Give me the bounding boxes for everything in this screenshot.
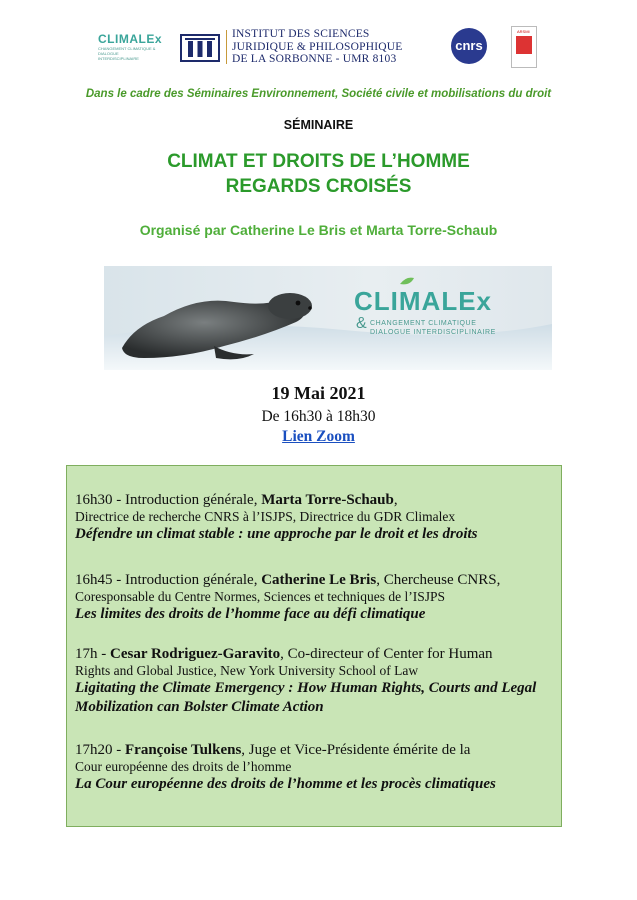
program-speaker: Catherine Le Bris — [261, 572, 377, 588]
program-speaker: Cesar Rodriguez-Garavito — [110, 646, 281, 662]
climalex-logo — [98, 32, 160, 66]
isjps-logo — [180, 28, 430, 68]
program-item-head — [75, 646, 561, 663]
page-title-line-2: REGARDS CROISÉS — [225, 176, 412, 197]
event-time: De 16h30 à 18h30 — [261, 408, 376, 425]
program-time: 17h — [75, 646, 98, 662]
isjps-line-1: INSTITUT DES SCIENCES — [232, 28, 370, 40]
seminar-series-context: Dans le cadre des Séminaires Environnement, Société civile et mobilisations du droit — [85, 88, 552, 100]
program-item-head — [75, 492, 561, 509]
program-item — [75, 646, 561, 717]
banner-ampersand: & — [356, 315, 367, 332]
program-time: 16h30 — [75, 492, 113, 508]
program-item — [75, 492, 561, 544]
program-time: 16h45 — [75, 572, 113, 588]
program-talk: Les limites des droits de l’homme face au défi climatique — [75, 606, 426, 622]
program-after: , Juge et Vice-Présidente émérite de la — [241, 742, 471, 758]
logo-row — [0, 22, 637, 72]
program-after: , Chercheuse CNRS, — [376, 572, 501, 588]
program-lead: - Introduction générale, — [112, 492, 262, 508]
arsmi-logo-text: ARSMI — [517, 29, 530, 34]
program-time: 17h20 — [75, 742, 113, 758]
program-item-head — [75, 572, 561, 589]
isjps-divider — [226, 30, 227, 64]
seal-head — [268, 293, 312, 319]
cnrs-logo: cnrs — [451, 28, 487, 64]
climalex-logo-sub: CHANGEMENT CLIMATIQUE & DIALOGUE INTERDISCIPLINAIRE — [98, 46, 156, 61]
program-role: Rights and Global Justice, New York University School of Law — [75, 663, 419, 678]
banner-tag-2: DIALOGUE INTERDISCIPLINAIRE — [370, 329, 496, 336]
seal-illustration — [104, 266, 552, 370]
arsmi-logo — [511, 26, 537, 68]
zoom-link[interactable]: Lien Zoom — [282, 428, 355, 445]
program-lead: - Introduction générale, — [112, 572, 262, 588]
arsmi-logo-mark — [516, 36, 532, 54]
isjps-logo-text — [232, 28, 402, 66]
program-item-head — [75, 742, 561, 759]
page-title-line-1: CLIMAT ET DROITS DE L’HOMME — [167, 151, 470, 172]
program-speaker: Françoise Tulkens — [125, 742, 242, 758]
climalex-logo-word: CLIMALEx — [98, 32, 162, 46]
isjps-line-3: DE LA SORBONNE - UMR 8103 — [232, 53, 397, 65]
seal-banner-image — [104, 266, 552, 370]
program-after: , — [393, 492, 398, 508]
program-lead: - — [112, 742, 125, 758]
program-after: , Co-directeur of Center for Human — [280, 646, 493, 662]
isjps-columns-icon — [180, 34, 220, 62]
program-role: Directrice de recherche CNRS à l’ISJPS, Directrice du GDR Climalex — [75, 509, 456, 524]
seminar-kicker: SÉMINAIRE — [283, 118, 354, 132]
program-item — [75, 572, 561, 624]
isjps-line-2: JURIDIQUE & PHILOSOPHIQUE — [232, 40, 403, 53]
banner-tag-1: CHANGEMENT CLIMATIQUE — [370, 320, 477, 327]
event-date: 19 Mai 2021 — [271, 383, 366, 403]
organizers: Organisé par Catherine Le Bris et Marta Torre-Schaub — [139, 222, 498, 238]
program-item — [75, 742, 561, 794]
program-panel — [66, 465, 562, 827]
program-talk: La Cour européenne des droits de l’homme et les procès climatiques — [75, 776, 496, 792]
program-role: Cour européenne des droits de l’homme — [75, 759, 292, 774]
program-role: Coresponsable du Centre Normes, Sciences et techniques de l’ISJPS — [75, 589, 446, 604]
banner-brand: CLIMALEx — [354, 286, 492, 316]
program-speaker: Marta Torre-Schaub — [261, 492, 394, 508]
program-lead: - — [97, 646, 110, 662]
program-talk: Ligitating the Climate Emergency : How Human Rights, Courts and Legal Mobilization can Bolster Climate Action — [75, 680, 537, 715]
program-talk: Défendre un climat stable : une approche par le droit et les droits — [75, 526, 478, 542]
